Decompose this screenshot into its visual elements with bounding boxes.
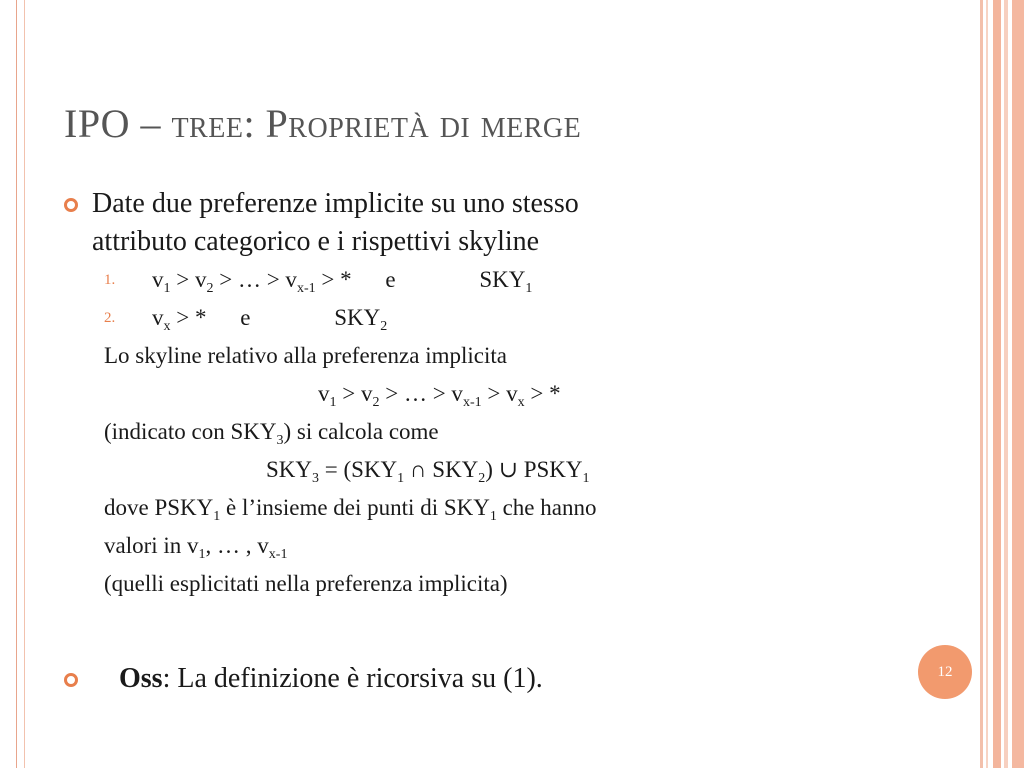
page-number-badge: 12 (918, 645, 972, 699)
bullet-circle-icon (64, 198, 78, 212)
bullet-line-1: Date due preferenze implicite su uno stesso (92, 188, 579, 219)
list-item-2: 2. $v_x$ > * e $SKY_2$ (64, 299, 904, 337)
title-main: IPO – (64, 101, 172, 146)
slide-content (64, 185, 904, 603)
left-frame-inner-line (24, 0, 25, 768)
title-small-caps: tree: Proprietà di merge (171, 101, 582, 146)
oss-text: : La definizione è ricorsiva su (1). (162, 663, 543, 694)
bullet-circle-icon (64, 673, 78, 687)
text-line-valori: valori in $v_1$, … , $v_{x-1}$ (104, 533, 288, 562)
formula-sky3: $SKY_3 = (SKY_1$ ∩ $SKY_2$) ∪ $PSKY_1$ (266, 457, 590, 486)
slide-title (64, 100, 581, 147)
list-number-1: 1. (104, 272, 116, 288)
left-frame-line (16, 0, 17, 768)
formula-preference: $v_1 > v_2$ > … > $v_{x-1} > v_x$ > * (318, 381, 561, 410)
bullet-line-2: attributo categorico e i rispettivi skyline (92, 226, 540, 257)
bullet-oss (64, 660, 543, 698)
text-line-quelli: (quelli esplicitati nella preferenza implicita) (104, 571, 508, 596)
text-line-dove: dove $PSKY_1$ è l’insieme dei punti di $SKY_1$ che hanno (104, 495, 597, 524)
oss-label: Oss (119, 663, 163, 694)
right-decorative-stripes (980, 0, 1024, 768)
text-line-skyline: Lo skyline relativo alla preferenza implicita (104, 343, 507, 368)
list-number-2: 2. (104, 310, 116, 326)
bullet-date-preferenze (64, 185, 904, 261)
list-item-1: 1. $v_1 > v_2$ > … > $v_{x-1}$ > * e $SKY_1$ (64, 261, 904, 299)
text-line-indicato: (indicato con $SKY_3$) si calcola come (104, 419, 439, 448)
